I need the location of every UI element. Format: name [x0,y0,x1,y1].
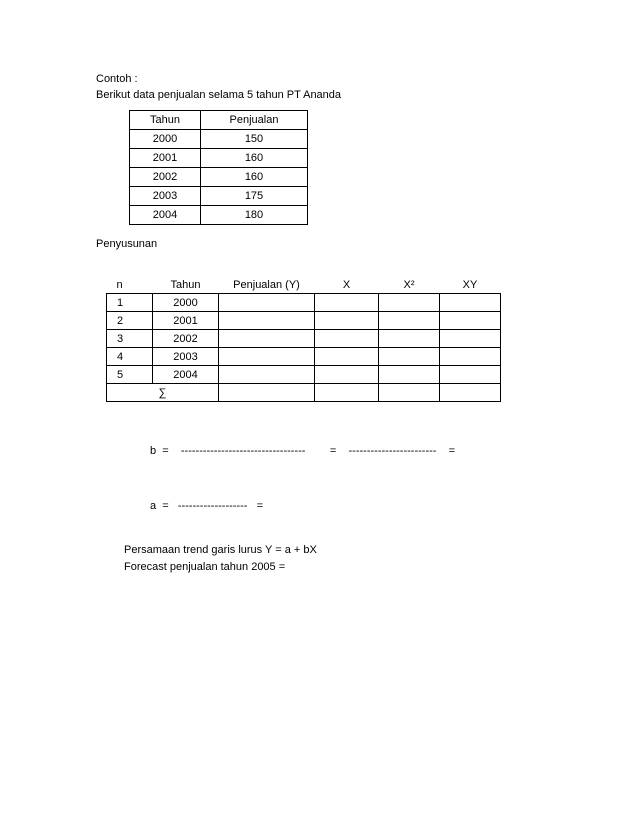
column-header-sales-y: Penjualan (Y) [219,276,315,294]
cell-x-empty [315,294,379,312]
table-row [130,187,308,206]
cell-year: 2001 [153,312,219,330]
cell-x-empty [315,330,379,348]
table-row [130,206,308,225]
cell-n: 5 [107,366,153,384]
cell-x-squared-sum-empty [379,384,440,402]
table-row [130,130,308,149]
cell-sales-empty [219,312,315,330]
cell-n: 4 [107,348,153,366]
cell-n: 2 [107,312,153,330]
table-row [107,330,501,348]
cell-xy-empty [440,330,501,348]
cell-xy-empty [440,348,501,366]
column-header-xy: XY [440,276,501,294]
cell-year: 2001 [130,149,201,168]
cell-xy-empty [440,312,501,330]
column-header-sales: Penjualan [201,111,308,130]
column-header-x: X [315,276,379,294]
cell-sales-empty [219,366,315,384]
example-label: Contoh : [96,73,138,85]
calculation-table [106,276,501,402]
cell-x-squared-empty [379,348,440,366]
table-row [130,168,308,187]
table-header-row [107,276,501,294]
forecast-line: Forecast penjualan tahun 2005 = [124,561,286,573]
cell-sales: 160 [201,168,308,187]
cell-year: 2000 [153,294,219,312]
table-row [130,149,308,168]
column-header-n: n [107,276,153,294]
formula-a: a = ------------------- = [150,500,264,512]
cell-sales-empty [219,348,315,366]
formula-b: b = ---------------------------------- = ------------------------ = [150,445,456,457]
cell-year: 2004 [153,366,219,384]
cell-x-squared-empty [379,366,440,384]
cell-n: 3 [107,330,153,348]
cell-sales-empty [219,294,315,312]
cell-x-squared-empty [379,330,440,348]
cell-year: 2002 [153,330,219,348]
cell-year: 2003 [130,187,201,206]
trend-equation: Persamaan trend garis lurus Y = a + bX [124,544,317,556]
example-description: Berikut data penjualan selama 5 tahun PT Ananda [96,89,342,101]
cell-x-empty [315,366,379,384]
cell-sales: 160 [201,149,308,168]
cell-sales-empty [219,330,315,348]
cell-sales-sum-empty [219,384,315,402]
cell-year: 2004 [130,206,201,225]
table-row [107,366,501,384]
column-header-year: Tahun [153,276,219,294]
cell-x-empty [315,312,379,330]
cell-x-squared-empty [379,312,440,330]
column-header-x-squared: X² [379,276,440,294]
cell-sales: 150 [201,130,308,149]
sum-row [107,384,501,402]
cell-xy-empty [440,294,501,312]
cell-sales: 180 [201,206,308,225]
table-row [107,312,501,330]
table-row [107,294,501,312]
cell-sales: 175 [201,187,308,206]
column-header-year: Tahun [130,111,201,130]
table-row [107,348,501,366]
cell-n: 1 [107,294,153,312]
cell-xy-sum-empty [440,384,501,402]
sales-data-table [129,110,308,225]
cell-xy-empty [440,366,501,384]
section-title: Penyusunan [96,238,158,250]
cell-x-sum-empty [315,384,379,402]
sum-symbol: ∑ [107,384,219,402]
cell-x-empty [315,348,379,366]
cell-year: 2003 [153,348,219,366]
cell-year: 2000 [130,130,201,149]
cell-x-squared-empty [379,294,440,312]
cell-year: 2002 [130,168,201,187]
table-header-row [130,111,308,130]
